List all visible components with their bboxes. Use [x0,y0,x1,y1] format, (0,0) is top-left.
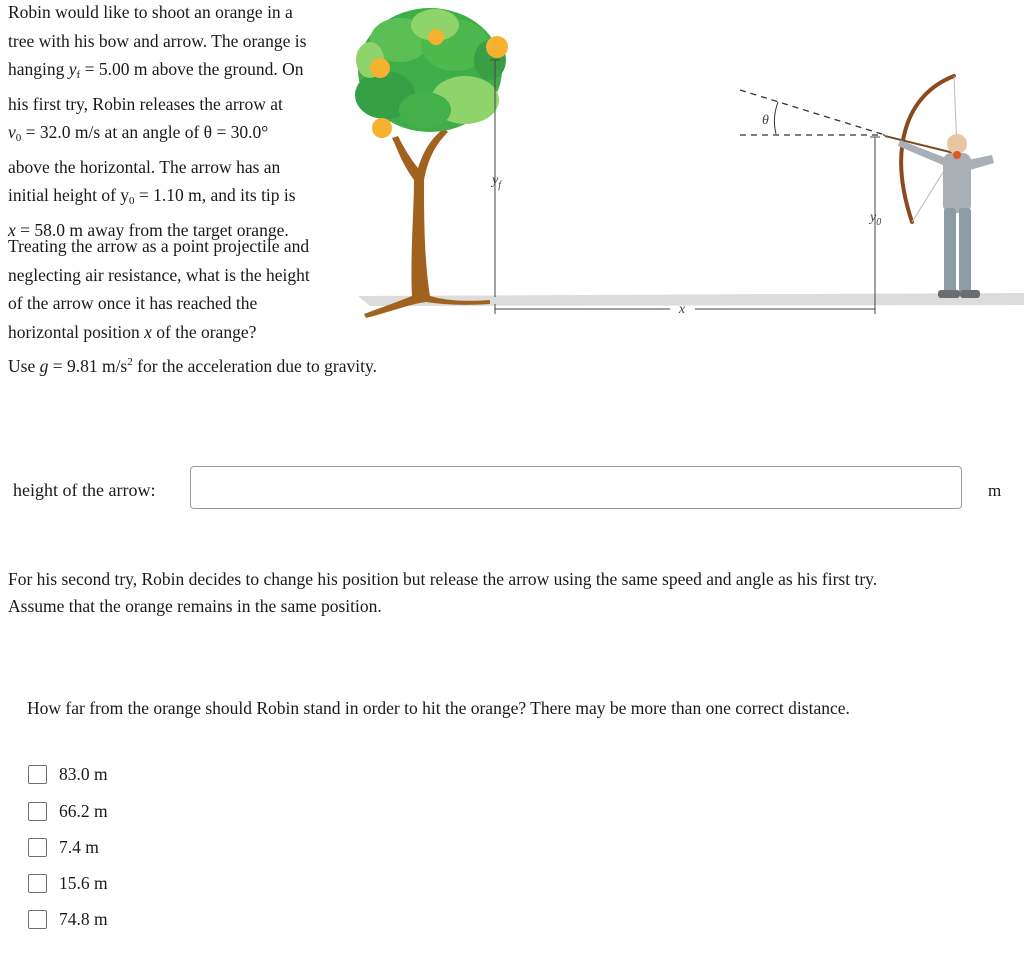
question-line: neglecting air resistance, what is the height [8,264,310,285]
y0-label: $y_0$ [870,210,882,228]
choice-option[interactable] [28,909,108,930]
theta-label: θ [762,113,769,128]
second-try-line: Assume that the orange remains in the same position. [8,596,382,616]
problem-text: initial height of y [8,185,130,205]
checkbox[interactable] [28,765,47,784]
problem-text: = 1.10 m, and its tip is [134,185,296,205]
answer-unit: m [988,481,1002,500]
var-sub-f: f [76,69,81,81]
gravity-note [8,356,377,377]
x-label: x [678,302,686,317]
checkbox[interactable] [28,838,47,857]
var-v: v [8,122,16,142]
problem-statement [8,0,368,244]
problem-line: his first try, Robin releases the arrow at [8,93,283,114]
choice-label: 15.6 m [59,873,108,893]
gravity-mid: = 9.81 m/s [48,356,128,376]
gravity-post: for the acceleration due to gravity. [132,356,377,376]
orange [372,118,392,138]
choice-label: 74.8 m [59,909,108,929]
question-1 [8,232,368,346]
angle-arc [774,102,778,134]
orange [428,29,444,45]
archer [898,134,994,298]
question-line: of the arrow once it has reached the [8,293,258,313]
problem-line: above the horizontal. The arrow has an [8,156,281,177]
var-y: y [68,59,77,79]
checkbox[interactable] [28,802,47,821]
checkbox[interactable] [28,910,47,929]
projectile-figure [340,0,1024,330]
var-g: g [39,356,49,376]
orange [370,58,390,78]
problem-line: hanging $y_f = 5.00$ m above the ground. On [8,59,304,81]
problem-text: = 32.0 m/s at an angle of θ = 30.0° [21,122,269,142]
choice-label: 83.0 m [59,764,108,784]
problem-line: tree with his bow and arrow. The orange is [8,30,307,51]
problem-text: = 5.00 m above the ground. On [80,59,304,79]
second-try-text [8,566,1008,620]
question-2-text: How far from the orange should Robin stand in order to hit the orange? There may be more than one correct distance. [27,698,850,718]
problem-text: = 58.0 m away from the target orange. [15,219,289,240]
question-text: of the orange? [151,321,257,342]
question-text: horizontal position [8,321,145,342]
height-answer-input[interactable] [190,466,962,509]
var-x: x [144,321,152,342]
choice-label: 7.4 m [59,837,99,857]
choice-option[interactable] [28,837,99,858]
gravity-pre: Use [8,356,40,376]
var-x: x [8,219,16,240]
checkbox[interactable] [28,874,47,893]
question-line [8,318,368,347]
yf-label: $y_f$ [492,173,501,191]
problem-line: Robin would like to shoot an orange in a [8,2,293,22]
problem-line [8,118,368,153]
choice-label: 66.2 m [59,801,108,821]
choice-option[interactable] [28,873,108,894]
var-sub-0: 0 [129,195,135,207]
problem-line [8,181,368,216]
target-orange [486,36,508,58]
question-line: Treating the arrow as a point projectile and [8,236,310,256]
choice-option[interactable] [28,764,108,785]
second-try-line: For his second try, Robin decides to change his position but release the arrow using the same speed and angle as his first try. [8,569,878,589]
gravity-exp: 2 [127,356,133,368]
var-sub-0: 0 [15,132,22,144]
choice-option[interactable] [28,801,108,822]
tree-trunk [364,128,490,318]
answer-label: height of the arrow: [13,480,156,500]
